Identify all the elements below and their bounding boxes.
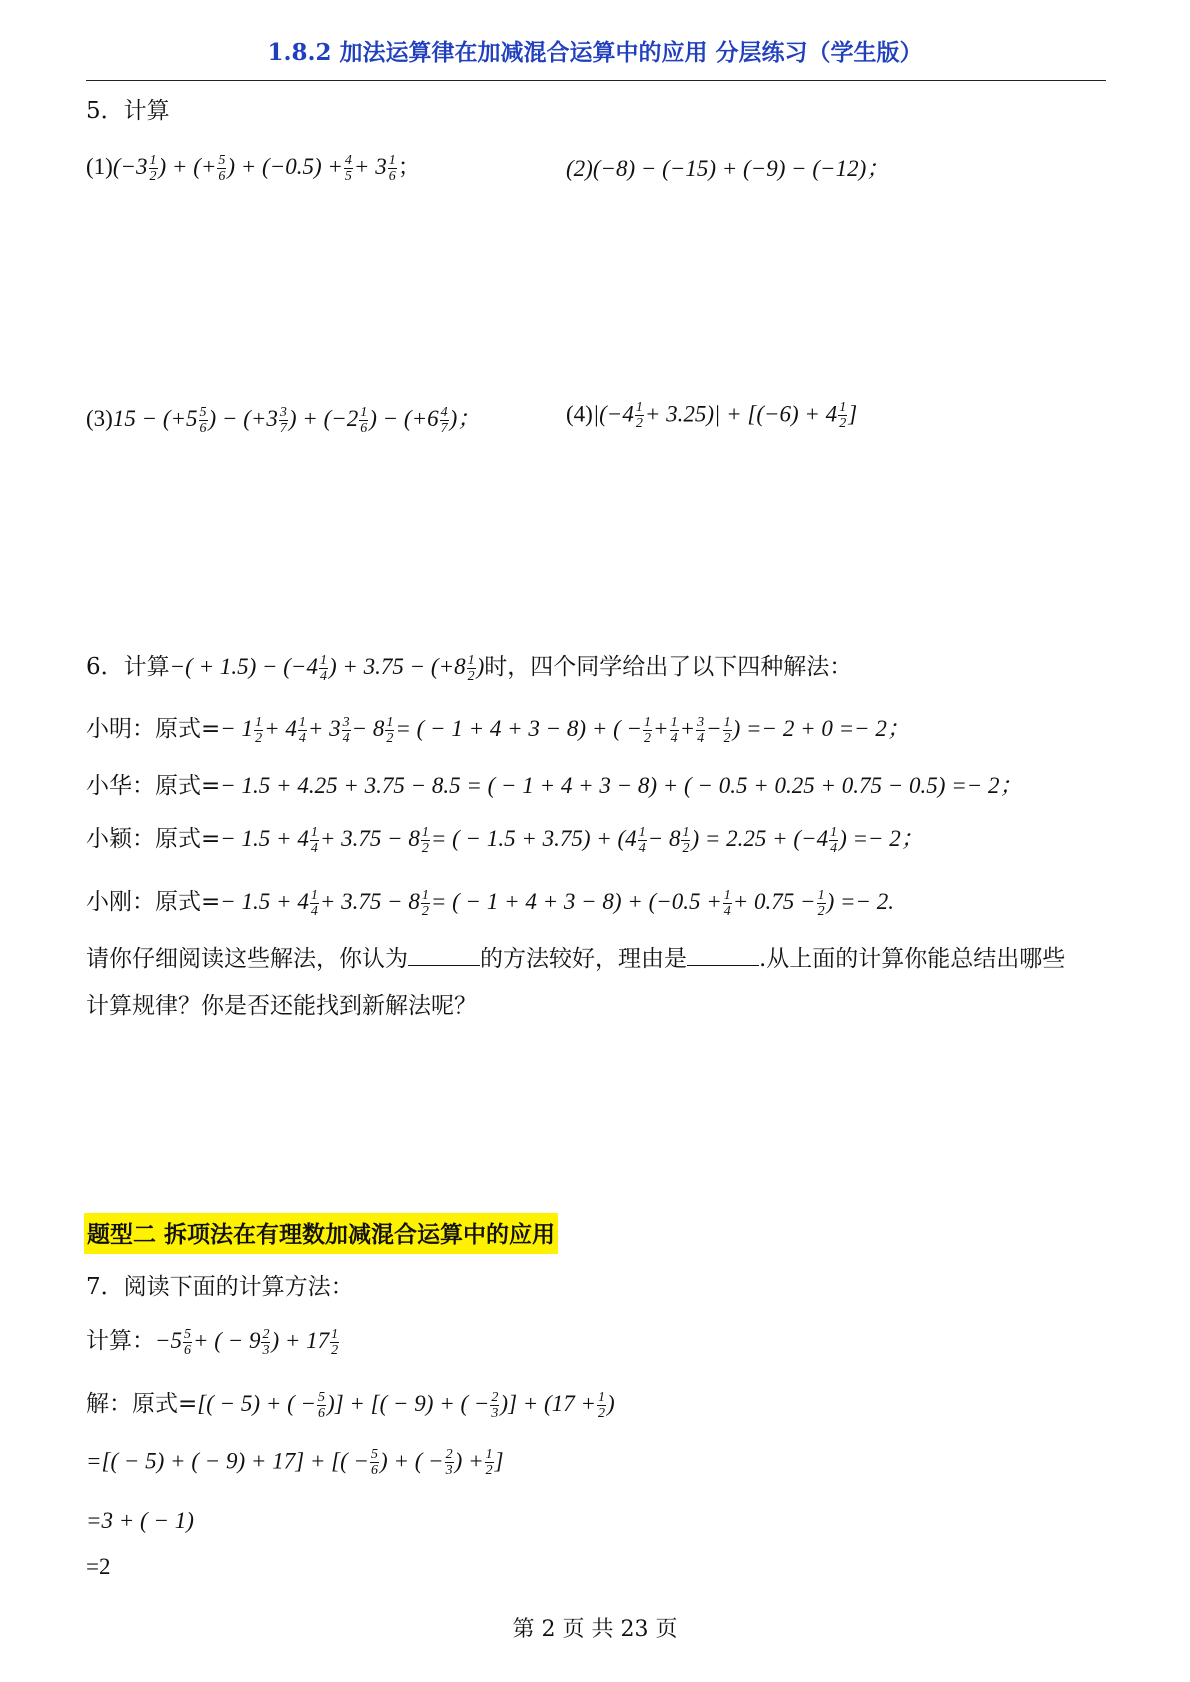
expr-term: )] + [( − 9) + ( − (327, 1391, 490, 1416)
xiaoming-label: 小明：原式= (86, 716, 221, 742)
numerator: 3 (697, 714, 705, 730)
q5-problem-3 (86, 400, 480, 436)
numerator: 4 (440, 404, 448, 420)
numerator: 1 (638, 824, 646, 840)
numerator: 1 (388, 152, 396, 168)
numerator: 1 (310, 824, 318, 840)
numerator: 2 (262, 1326, 270, 1342)
fraction (670, 715, 679, 746)
q6-fraction (319, 653, 328, 684)
numerator: 1 (149, 152, 157, 168)
numerator: 4 (344, 152, 352, 168)
question-text: 请你仔细阅读这些解法，你认为 (86, 946, 408, 972)
q5-p4-end: ] (848, 401, 858, 427)
q5-p1-term: (−3 (112, 154, 148, 179)
q5-p1-end: ； (397, 154, 421, 179)
fraction (310, 888, 319, 919)
expr-term: ) =− 2. (826, 889, 895, 914)
calc-label: 计算： (86, 1328, 155, 1354)
denominator: 4 (638, 840, 646, 856)
numerator: 1 (331, 1326, 339, 1342)
numerator: 1 (421, 824, 429, 840)
expr-term: + 0.75 − (732, 889, 816, 914)
numerator: 1 (830, 824, 838, 840)
denominator: 7 (279, 420, 287, 436)
q5-p4-number: (4) (566, 401, 593, 427)
expr-term: − 8 (647, 826, 681, 851)
q6-expr: ) + 3.75 − (+8 (328, 654, 466, 679)
expr-term: = ( − 1 + 4 + 3 − 8) + ( − (395, 716, 643, 741)
numerator: 5 (371, 1447, 379, 1462)
expr-term: ) + (454, 1448, 484, 1474)
expr-term: − (706, 716, 722, 741)
expr-term: ) =− 2 + 0 =− 2； (732, 716, 910, 741)
q5-p3-term: ) − (+6 (369, 406, 439, 431)
denominator: 6 (218, 168, 226, 184)
q7-calc (86, 1322, 340, 1358)
q5-p3-term: 15 − (+5 (112, 406, 198, 431)
numerator: 3 (342, 714, 350, 730)
expr-term: ) (606, 1391, 615, 1416)
fraction (330, 1327, 339, 1358)
expr-term: ) + 17 (271, 1328, 330, 1353)
denominator: 2 (149, 168, 157, 184)
q5-p3-fraction (199, 405, 208, 436)
denominator: 6 (199, 420, 207, 436)
q6-xiaoming-solution (86, 710, 910, 746)
header-title: 1.8.2 加法运算律在加减混合运算中的应用 分层练习（学生版） (267, 39, 923, 66)
numerator: 1 (310, 887, 318, 903)
q5-p1-term: + 3 (353, 154, 387, 179)
numerator: 1 (421, 887, 429, 903)
expr-term: + ( − 9 (193, 1328, 261, 1353)
numerator: 2 (491, 1389, 499, 1405)
fraction (254, 715, 263, 746)
denominator: 4 (723, 903, 731, 919)
denominator: 2 (597, 1405, 605, 1421)
fraction (638, 825, 647, 856)
q6-expr: ) (476, 654, 485, 679)
numerator: 1 (298, 714, 306, 730)
q6-expr: −( + 1.5) − (−4 (169, 654, 318, 679)
q5-p4-fraction (838, 400, 847, 431)
expr-term: −5 (155, 1328, 183, 1353)
fraction (298, 715, 307, 746)
denominator: 3 (445, 1463, 453, 1478)
fraction (829, 825, 838, 856)
q5-p3-term: ) + (−2 (288, 406, 359, 431)
q5-p3-fraction (279, 405, 288, 436)
q5-problem-4 (566, 400, 857, 431)
denominator: 6 (184, 1342, 192, 1358)
numerator: 1 (255, 714, 263, 730)
q7-solution-line-2 (86, 1447, 504, 1478)
expr-term: )] + (17 + (500, 1391, 596, 1416)
denominator: 5 (344, 168, 352, 184)
numerator: 2 (445, 1447, 453, 1462)
fraction (370, 1447, 379, 1478)
fraction (342, 715, 351, 746)
q7-solution-line-3: =3 + ( − 1) (86, 1508, 194, 1533)
denominator: 4 (670, 730, 678, 746)
denominator: 2 (817, 903, 825, 919)
page-number: 第 2 页 共 23 页 (512, 1617, 678, 1642)
numerator: 1 (467, 652, 475, 668)
expr-term: ) =− 2； (839, 826, 924, 851)
q5-p1-term: ) + (+ (158, 154, 217, 179)
q5-p3-fraction (359, 405, 368, 436)
q6-prefix: 6．计算 (86, 654, 170, 680)
q5-p1-fraction (344, 153, 353, 184)
q5-p1-number: (1) (86, 154, 113, 179)
fraction (261, 1327, 270, 1358)
q5-p4-term: |(−4 (592, 401, 634, 427)
denominator: 2 (386, 730, 394, 746)
denominator: 2 (644, 730, 652, 746)
q6-prompt (86, 648, 852, 684)
solution-label: 解：原式= (86, 1391, 198, 1417)
numerator: 3 (279, 404, 287, 420)
denominator: 2 (682, 840, 690, 856)
numerator: 1 (817, 887, 825, 903)
denominator: 2 (331, 1342, 339, 1358)
denominator: 4 (830, 840, 838, 856)
numerator: 5 (199, 404, 207, 420)
q5-p3-fraction (440, 405, 449, 436)
q5-label: 5．计算 (86, 98, 170, 124)
numerator: 5 (184, 1326, 192, 1342)
xiaogang-label: 小刚：原式= (86, 889, 221, 915)
q5-problem-1 (86, 148, 421, 184)
expr-term: = ( − 1.5 + 3.75) + (4 (430, 826, 637, 851)
denominator: 3 (262, 1342, 270, 1358)
expr-term: + 4 (264, 716, 297, 741)
expr-term: + (653, 716, 669, 741)
denominator: 3 (491, 1405, 499, 1421)
denominator: 2 (467, 668, 475, 684)
numerator: 1 (360, 404, 368, 420)
q5-p3-term: ) − (+3 (208, 406, 278, 431)
q5-p1-term: ) + (−0.5) + (227, 154, 343, 179)
fraction (723, 888, 732, 919)
denominator: 4 (342, 730, 350, 746)
denominator: 6 (371, 1463, 379, 1478)
fraction (485, 1447, 494, 1478)
numerator: 1 (485, 1447, 493, 1462)
fraction (310, 825, 319, 856)
fraction (183, 1327, 192, 1358)
expr-term: = ( − 1 + 4 + 3 − 8) + (−0.5 + (430, 889, 722, 914)
expr-term: ) + ( − (380, 1448, 444, 1474)
fraction (445, 1447, 454, 1478)
fraction (817, 888, 826, 919)
q6-suffix: 时，四个同学给出了以下四种解法： (484, 654, 853, 680)
numerator: 5 (318, 1389, 326, 1405)
denominator: 2 (723, 730, 731, 746)
q7-solution-line-4: =2 (86, 1554, 111, 1579)
question-text: 的方法较好，理由是 (480, 946, 687, 972)
fraction (597, 1390, 606, 1421)
denominator: 2 (839, 416, 847, 431)
header-divider (86, 80, 1106, 81)
fraction (696, 715, 705, 746)
denominator: 2 (421, 903, 429, 919)
denominator: 6 (388, 168, 396, 184)
q5-p1-fraction (388, 153, 397, 184)
fraction (643, 715, 652, 746)
numerator: 1 (839, 400, 847, 415)
numerator: 1 (319, 652, 327, 668)
denominator: 6 (318, 1405, 326, 1421)
denominator: 6 (360, 420, 368, 436)
expr-term: − 1 (220, 716, 254, 741)
numerator: 1 (723, 714, 731, 730)
fraction (421, 825, 430, 856)
denominator: 4 (319, 668, 327, 684)
xiaohua-label: 小华：原式= (86, 773, 221, 799)
q7-intro: 7．阅读下面的计算方法： (86, 1274, 354, 1300)
expr-term: − 8 (351, 716, 385, 741)
denominator: 7 (440, 420, 448, 436)
q6-question-line-1 (86, 940, 1065, 973)
expr-term: ) = 2.25 + (−4 (691, 826, 829, 851)
numerator: 1 (386, 714, 394, 730)
section-heading: 题型二 拆项法在有理数加减混合运算中的应用 (84, 1213, 558, 1254)
expr-term: ] (494, 1448, 504, 1474)
numerator: 1 (597, 1389, 605, 1405)
q5-problem-2: (2)(−8) − (−15) + (−9) − (−12)； (566, 156, 890, 181)
numerator: 1 (723, 887, 731, 903)
denominator: 2 (485, 1463, 493, 1478)
q5-p1-fraction (217, 153, 226, 184)
q5-p4-term: + 3.25)| + [(−6) + 4 (644, 401, 838, 427)
fraction (681, 825, 690, 856)
expr-term: − 1.5 + 4 (220, 826, 309, 851)
expr-term: + 3 (307, 716, 341, 741)
fraction (421, 888, 430, 919)
numerator: 1 (670, 714, 678, 730)
denominator: 2 (255, 730, 263, 746)
expr-term: [( − 5) + ( − (197, 1391, 317, 1416)
q5-p3-end: )； (449, 406, 481, 431)
fraction (723, 715, 732, 746)
numerator: 1 (682, 824, 690, 840)
numerator: 5 (218, 152, 226, 168)
numerator: 1 (644, 714, 652, 730)
expr-term: + (679, 716, 696, 741)
denominator: 4 (298, 730, 306, 746)
expr-term: + 3.75 − 8 (319, 826, 420, 851)
expr-term: − 1.5 + 4 (220, 889, 309, 914)
expr-term: =[( − 5) + ( − 9) + 17] + [( − (86, 1448, 370, 1474)
expr-term: + 3.75 − 8 (319, 889, 420, 914)
q5-p3-number: (3) (86, 406, 113, 431)
numerator: 1 (635, 400, 643, 415)
answer-blank-reason[interactable] (687, 945, 759, 966)
q6-xiaohua-solution (86, 767, 1023, 800)
xiaoying-label: 小颖：原式= (86, 826, 221, 852)
denominator: 4 (310, 903, 318, 919)
fraction (317, 1390, 326, 1421)
denominator: 4 (310, 840, 318, 856)
denominator: 4 (697, 730, 705, 746)
fraction (490, 1390, 499, 1421)
denominator: 2 (421, 840, 429, 856)
q7-solution-line-1 (86, 1385, 615, 1421)
question-text: .从上面的计算你能总结出哪些 (759, 946, 1066, 972)
denominator: 2 (635, 416, 643, 431)
q5-p4-fraction (635, 400, 644, 431)
q5-p1-fraction (149, 153, 158, 184)
q6-xiaogang-solution (86, 883, 894, 919)
answer-blank-method[interactable] (408, 945, 480, 966)
q6-xiaoying-solution (86, 820, 924, 856)
q6-fraction (467, 653, 476, 684)
xiaohua-expr: − 1.5 + 4.25 + 3.75 − 8.5 = ( − 1 + 4 + 3 − 8) + ( − 0.5 + 0.25 + 0.75 − 0.5) =− 2； (220, 773, 1023, 798)
q6-question-line-2: 计算规律？你是否还能找到新解法呢？ (86, 993, 477, 1019)
fraction (385, 715, 394, 746)
